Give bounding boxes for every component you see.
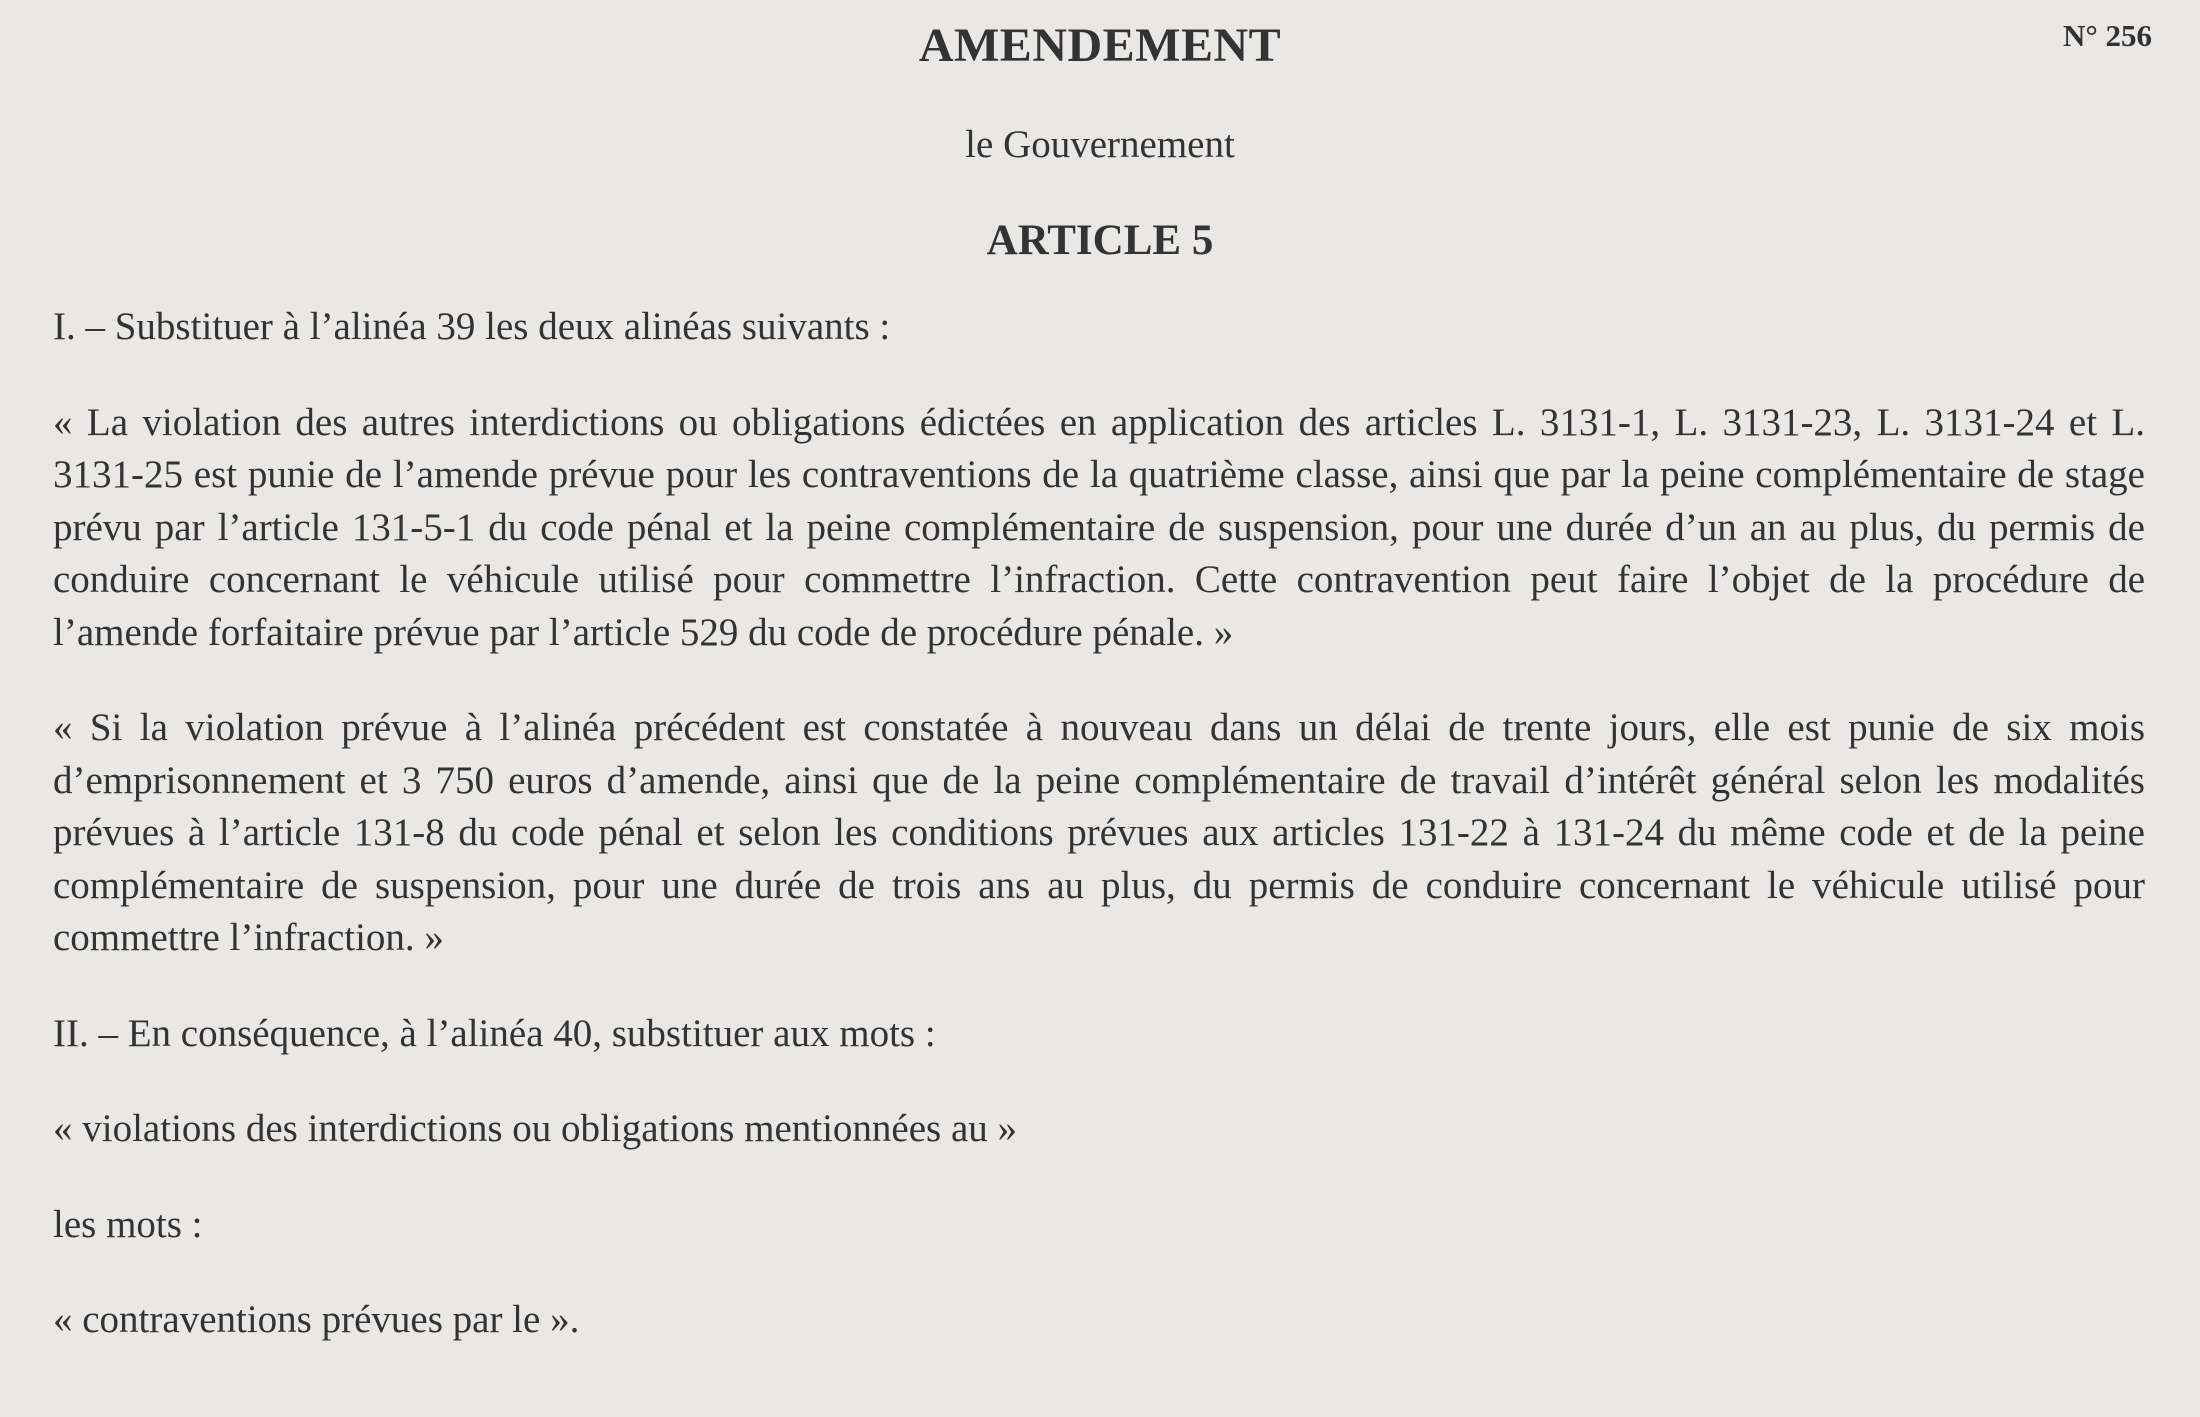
author-line: le Gouvernement [965,123,1235,166]
amendment-number: N° 256 [2062,18,2152,53]
paragraph-old-words: « violations des interdictions ou obligations mentionnées au » [53,1107,1018,1150]
paragraph-new-words: « contraventions prévues par le ». [53,1298,580,1341]
paragraph-second-replacement: « Si la violation prévue à l’alinéa précédent est constatée à nouveau dans un délai de trente jours, elle est punie de six mois d’emprisonnement et 3 750 euros d’amende, ainsi que de la peine complémentaire de travail d’intérêt général selon les modalités prévues à l’article 131-8 du code pénal et selon les conditions prévues aux articles 131-22 à 131-24 du même code et de la peine complémentaire de suspension, pour une durée de trois ans au plus, du permis de conduire concernant le véhicule utilisé pour commettre l’infraction. » [53,706,2145,959]
article-heading: ARTICLE 5 [986,217,1214,264]
paragraph-les-mots: les mots : [53,1202,203,1246]
paragraph-section-ii: II. – En conséquence, à l’alinéa 40, substituer aux mots : [53,1011,936,1055]
amendment-body [53,301,2145,1390]
paragraph-first-replacement: « La violation des autres interdictions ou obligations édictées en application des articles L. 3131-1, L. 3131-23, L. 3131-24 et L. 3131-25 est punie de l’amende prévue pour les contraventions de la quatrième classe, ainsi que par la peine complémentaire de stage prévu par l’article 131-5-1 du code pénal et la peine complémentaire de suspension, pour une durée d’un an au plus, du permis de conduire concernant le véhicule utilisé pour commettre l’infraction. Cette contravention peut faire l’objet de la procédure de l’amende forfaitaire prévue par l’article 529 du code de procédure pénale. » [53,400,2145,654]
document-title: AMENDEMENT [918,19,1282,72]
paragraph-section-i: I. – Substituer à l’alinéa 39 les deux alinéas suivants : [53,305,891,348]
